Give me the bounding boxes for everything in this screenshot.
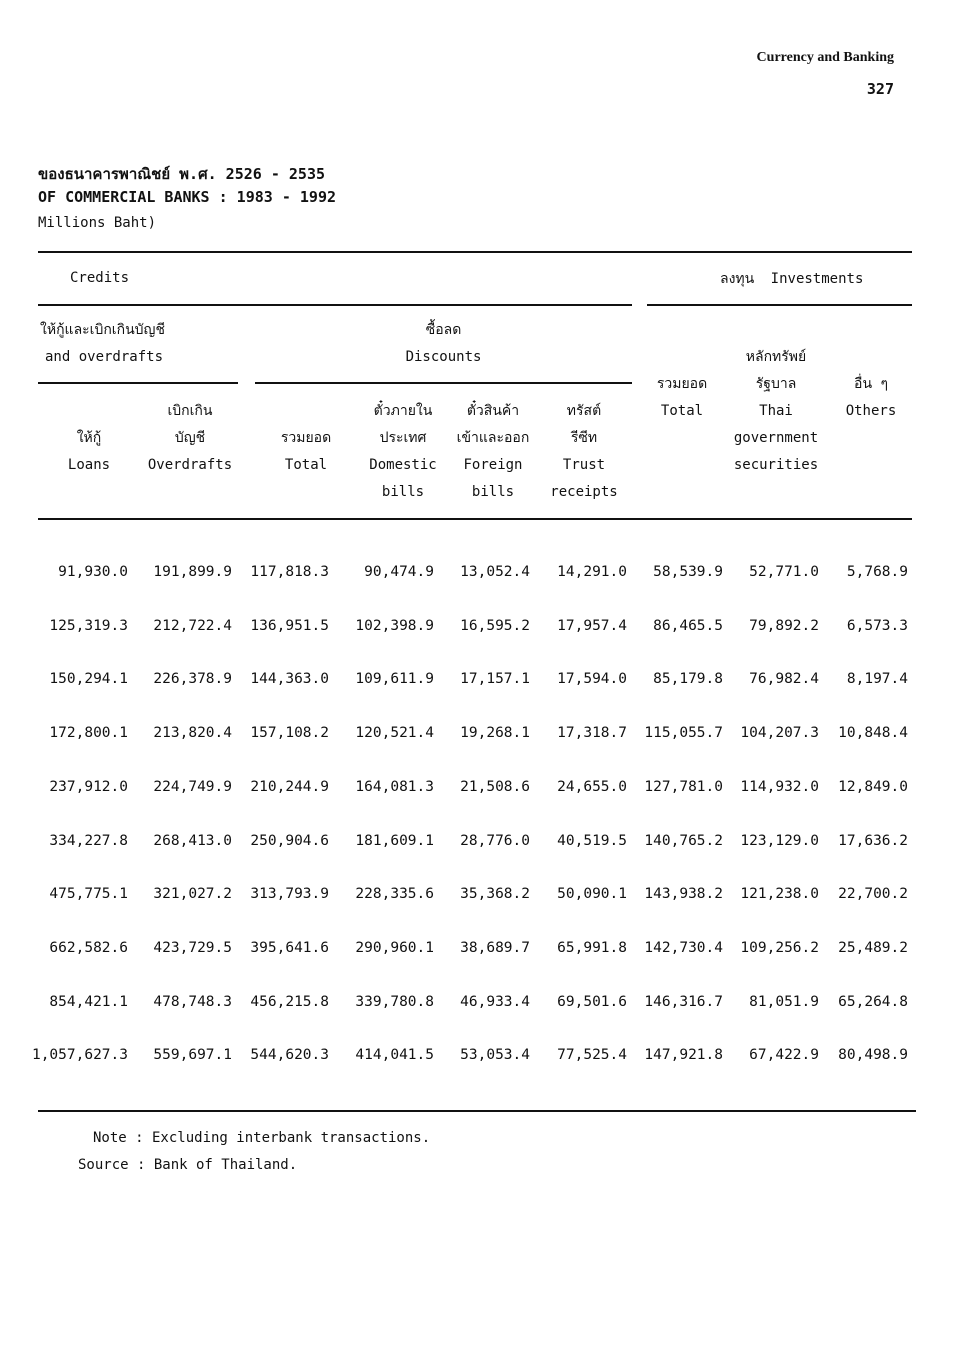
cell-domestic-bills: 228,335.6 [355,886,434,903]
cell-investment-total: 142,730.4 [644,939,723,956]
domestic-thai-2: ประเทศ [379,430,427,446]
column-header-others [832,371,910,425]
cell-foreign-bills: 35,368.2 [460,886,530,903]
discounts-group [255,317,632,371]
govsec-thai-line2: รัฐบาล [755,376,797,392]
column-header-domestic-bills [355,398,451,506]
credits-rule [38,304,632,306]
cell-trust-receipts: 17,318.7 [557,725,627,742]
cell-others: 5,768.9 [846,564,908,580]
cell-government-securities: 52,771.0 [749,564,819,580]
foreign-thai-2: เข้าและออก [456,430,530,446]
table-title-english: OF COMMERCIAL BANKS : 1983 - 1992 [38,188,337,206]
others-thai: อื่น ๆ [854,376,888,392]
column-header-government-securities [726,398,826,479]
cell-loans: 1,057,627.3 [31,1047,128,1064]
cell-discount-total: 456,215.8 [250,993,329,1010]
trust-english-1: Trust [562,457,606,473]
cell-foreign-bills: 13,052.4 [460,564,530,580]
cell-others: 6,573.3 [846,617,908,634]
cell-discount-total: 250,904.6 [250,832,329,849]
column-header-discount-total [262,425,350,479]
cell-overdrafts: 321,027.2 [153,886,232,903]
column-header-investment-total [640,371,724,425]
cell-government-securities: 109,256.2 [740,939,819,956]
cell-trust-receipts: 77,525.4 [557,1047,627,1064]
cell-domestic-bills: 164,081.3 [355,778,434,795]
column-header-foreign-bills [445,398,541,506]
domestic-english-1: Domestic [369,457,437,473]
cell-discount-total: 395,641.6 [250,939,329,956]
cell-investment-total: 140,765.2 [644,832,723,849]
cell-government-securities: 67,422.9 [749,1047,819,1064]
foreign-english-2: bills [471,484,515,500]
cell-domestic-bills: 339,780.8 [355,993,434,1010]
overdrafts-thai-1: เบิกเกิน [167,403,213,419]
investments-english: Investments [770,271,864,287]
cell-foreign-bills: 16,595.2 [460,617,530,634]
cell-others: 17,636.2 [838,832,908,849]
note-text: Note : Excluding interbank transactions. [93,1130,431,1146]
column-header-loans [48,425,130,479]
bottom-rule [38,1110,916,1112]
cell-loans: 475,775.1 [49,886,128,903]
table-title-thai: ของธนาคารพาณิชย์ พ.ศ. 2526 - 2535 [38,165,325,183]
cell-loans: 334,227.8 [49,832,128,849]
cell-trust-receipts: 17,594.0 [557,671,627,688]
govsec-thai-line1: หลักทรัพย์ [745,349,807,365]
cell-government-securities: 76,982.4 [749,671,819,688]
loans-thai: ให้กู้ [76,430,102,446]
running-title: Currency and Banking [756,50,894,65]
cell-overdrafts: 212,722.4 [153,617,232,634]
cell-trust-receipts: 14,291.0 [557,564,627,580]
foreign-english-1: Foreign [463,457,523,473]
domestic-thai-1: ตั๋วภายใน [373,403,433,419]
cell-others: 80,498.9 [838,1047,908,1064]
cell-discount-total: 544,620.3 [250,1047,329,1064]
cell-trust-receipts: 24,655.0 [557,778,627,795]
govsec-english-2: government [733,430,819,446]
cell-government-securities: 81,051.9 [749,993,819,1010]
foreign-thai-1: ตั๋วสินค้า [466,403,520,419]
loans-overdrafts-group [40,317,165,371]
investment-total-thai: รวมยอด [656,376,708,392]
cell-government-securities: 123,129.0 [740,832,819,849]
trust-thai-2: รีซีท [570,430,598,446]
cell-loans: 662,582.6 [49,939,128,956]
cell-foreign-bills: 53,053.4 [460,1047,530,1064]
cell-investment-total: 115,055.7 [644,725,723,742]
cell-government-securities: 114,932.0 [740,778,819,795]
table-unit: Millions Baht) [38,215,157,231]
credits-group-label: Credits [70,270,130,286]
cell-government-securities: 121,238.0 [740,886,819,903]
discounts-thai: ซื้อลด [425,322,462,338]
top-rule [38,251,912,253]
cell-discount-total: 144,363.0 [250,671,329,688]
investment-total-english: Total [660,403,704,419]
cell-trust-receipts: 50,090.1 [557,886,627,903]
cell-loans: 150,294.1 [49,671,128,688]
cell-government-securities: 79,892.2 [749,617,819,634]
cell-overdrafts: 423,729.5 [153,939,232,956]
cell-investment-total: 86,465.5 [653,617,723,634]
trust-english-2: receipts [550,484,618,500]
page-number: 327 [866,80,894,98]
cell-foreign-bills: 28,776.0 [460,832,530,849]
cell-overdrafts: 226,378.9 [153,671,232,688]
cell-others: 25,489.2 [838,939,908,956]
cell-loans: 172,800.1 [49,725,128,742]
govsec-english-3: securities [733,457,819,473]
cell-loans: 854,421.1 [49,993,128,1010]
cell-others: 22,700.2 [838,886,908,903]
cell-loans: 91,930.0 [58,564,128,580]
cell-investment-total: 85,179.8 [653,671,723,688]
cell-overdrafts: 224,749.9 [153,778,232,795]
cell-domestic-bills: 102,398.9 [355,617,434,634]
loans-overdrafts-thai: ให้กู้และเบิกเกินบัญชี [40,322,165,338]
cell-overdrafts: 478,748.3 [153,993,232,1010]
govsec-thai-heading [730,344,822,398]
cell-loans: 125,319.3 [49,617,128,634]
cell-trust-receipts: 40,519.5 [557,832,627,849]
overdrafts-thai-2: บัญชี [174,430,206,446]
source-text: Source : Bank of Thailand. [78,1157,298,1173]
cell-investment-total: 147,921.8 [644,1047,723,1064]
cell-investment-total: 146,316.7 [644,993,723,1010]
cell-domestic-bills: 414,041.5 [355,1047,434,1064]
discount-total-english: Total [284,457,328,473]
cell-government-securities: 104,207.3 [740,725,819,742]
govsec-english-1: Thai [759,403,793,419]
cell-domestic-bills: 290,960.1 [355,939,434,956]
cell-discount-total: 157,108.2 [250,725,329,742]
cell-investment-total: 143,938.2 [644,886,723,903]
cell-domestic-bills: 120,521.4 [355,725,434,742]
cell-foreign-bills: 17,157.1 [460,671,530,688]
loans-overdrafts-english: and overdrafts [45,349,164,365]
domestic-english-2: bills [381,484,425,500]
cell-trust-receipts: 65,991.8 [557,939,627,956]
cell-others: 12,849.0 [838,778,908,795]
cell-domestic-bills: 109,611.9 [355,671,434,688]
cell-domestic-bills: 181,609.1 [355,832,434,849]
cell-foreign-bills: 46,933.4 [460,993,530,1010]
loans-overdrafts-rule [38,382,238,384]
cell-investment-total: 58,539.9 [653,564,723,580]
cell-others: 10,848.4 [838,725,908,742]
loans-english: Loans [67,457,111,473]
discounts-rule [255,382,632,384]
cell-investment-total: 127,781.0 [644,778,723,795]
discounts-english: Discounts [405,349,482,365]
cell-loans: 237,912.0 [49,778,128,795]
cell-overdrafts: 268,413.0 [153,832,232,849]
cell-others: 65,264.8 [838,993,908,1010]
column-header-overdrafts [142,398,238,479]
cell-domestic-bills: 90,474.9 [364,564,434,580]
cell-discount-total: 313,793.9 [250,886,329,903]
cell-discount-total: 210,244.9 [250,778,329,795]
cell-trust-receipts: 69,501.6 [557,993,627,1010]
cell-trust-receipts: 17,957.4 [557,617,627,634]
cell-foreign-bills: 19,268.1 [460,725,530,742]
cell-others: 8,197.4 [846,671,908,688]
cell-foreign-bills: 21,508.6 [460,778,530,795]
overdrafts-english: Overdrafts [147,457,233,473]
investments-rule [647,304,912,306]
cell-foreign-bills: 38,689.7 [460,939,530,956]
investments-thai: ลงทุน [720,271,755,287]
cell-overdrafts: 559,697.1 [153,1047,232,1064]
cell-overdrafts: 213,820.4 [153,725,232,742]
header-bottom-rule [38,518,912,520]
column-header-trust-receipts [540,398,628,506]
others-english: Others [845,403,897,419]
cell-discount-total: 117,818.3 [250,564,329,580]
investments-group-label [720,266,863,293]
trust-thai-1: ทรัสต์ [566,403,602,419]
discount-total-thai: รวมยอด [280,430,332,446]
cell-discount-total: 136,951.5 [250,617,329,634]
cell-overdrafts: 191,899.9 [153,564,232,580]
